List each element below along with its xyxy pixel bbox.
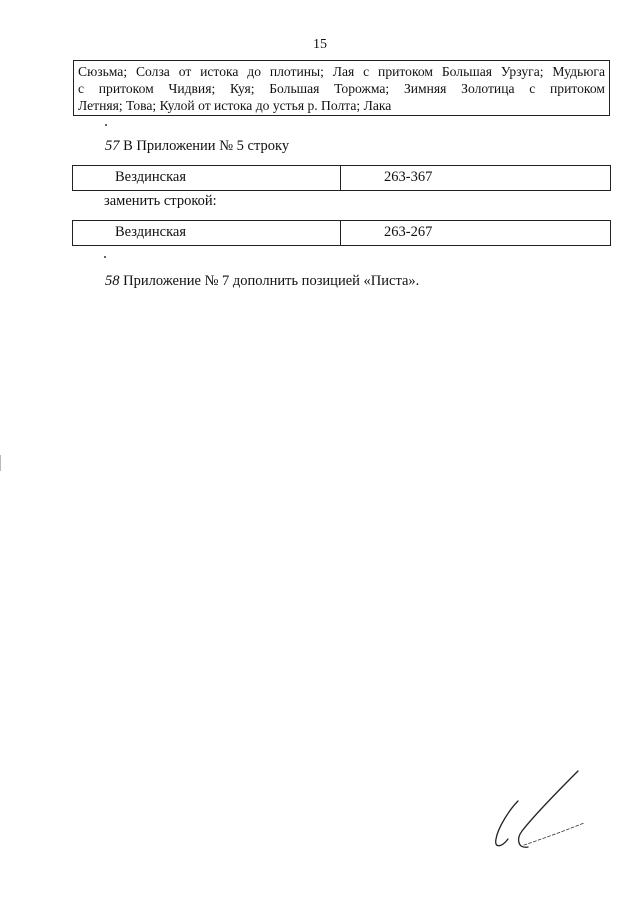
item-58-paragraph xyxy=(105,273,419,290)
old-row-name: Вездинская xyxy=(73,166,341,190)
item-57-text: В Приложении № 5 строку xyxy=(123,138,290,154)
page-number: 15 xyxy=(313,37,327,52)
box-line-3: Летняя; Това; Кулой от истока до устья р. Полта; Лака xyxy=(78,98,392,113)
old-row-table xyxy=(72,165,611,191)
item-58-number: 58 xyxy=(105,273,120,289)
new-row-table xyxy=(72,220,611,246)
stray-dot xyxy=(105,124,107,126)
stray-dot xyxy=(104,256,106,258)
replace-label: заменить строкой: xyxy=(104,193,217,209)
item-57-paragraph xyxy=(105,138,289,155)
new-row-value: 263-267 xyxy=(384,224,433,240)
old-row-value: 263-367 xyxy=(384,169,433,185)
box-line-2: с притоком Чидвия; Куя; Большая Торожма; Зимняя Золотица с притоком xyxy=(78,81,605,96)
new-row-name: Вездинская xyxy=(73,221,341,245)
item-57-number: 57 xyxy=(105,138,120,154)
box-line-1: Сюзьма; Солза от истока до плотины; Лая с притоком Большая Урзуга; Мудьюга xyxy=(78,64,605,79)
scan-edge-mark xyxy=(0,455,1,471)
item-58-text: Приложение № 7 дополнить позицией «Писта». xyxy=(123,273,420,289)
continued-text-box xyxy=(73,60,610,116)
handwritten-signature xyxy=(480,765,590,855)
